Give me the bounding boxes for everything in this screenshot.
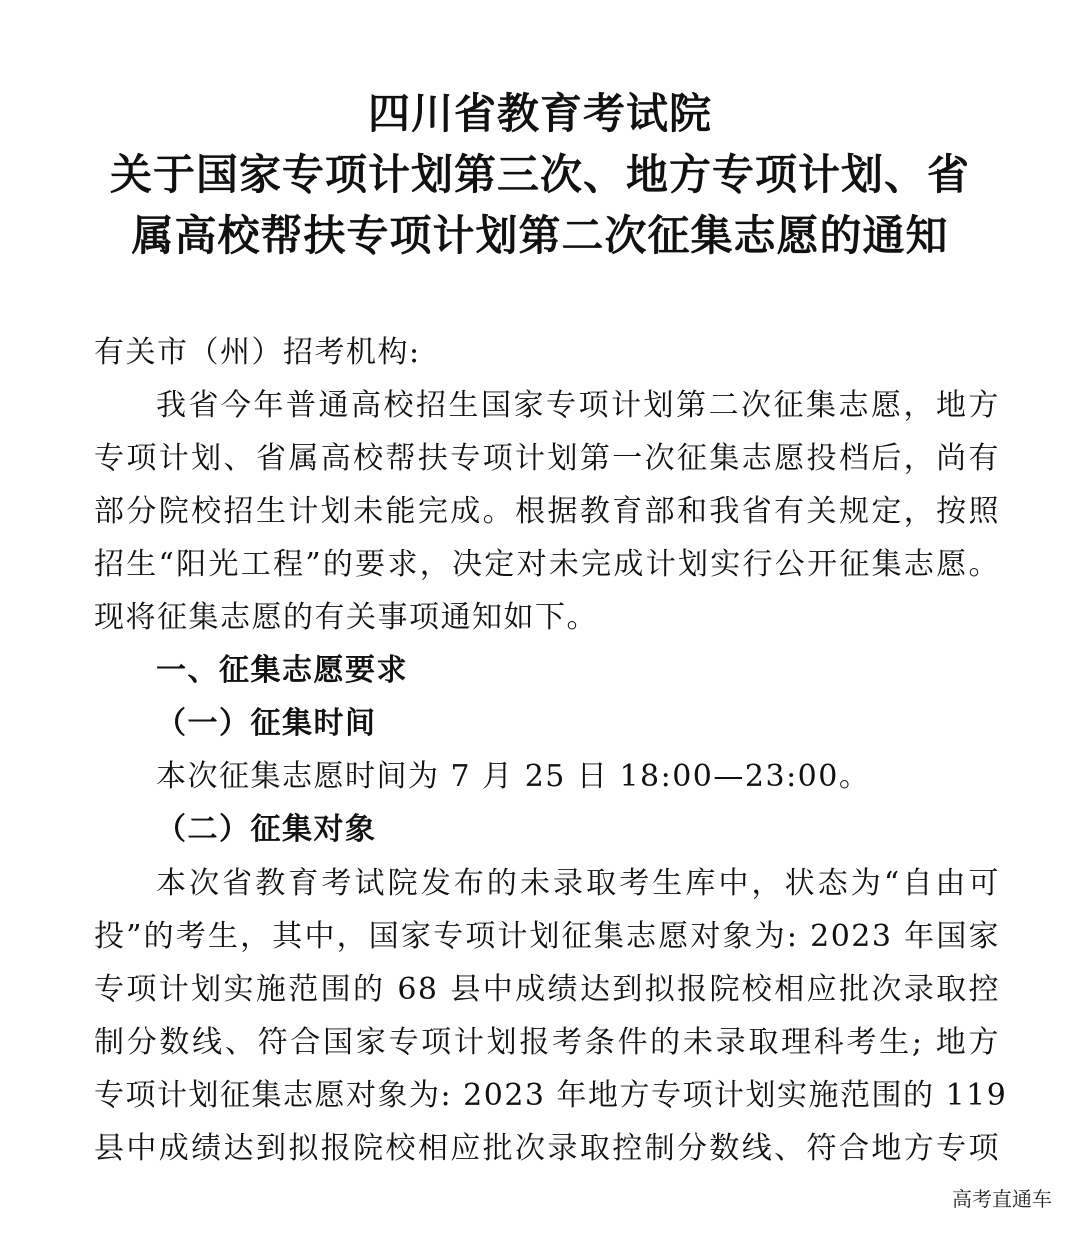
intro-line-1: 我省今年普通高校招生国家专项计划第二次征集志愿，地方	[156, 388, 1000, 423]
intro-line-5: 现将征集志愿的有关事项通知如下。	[94, 600, 598, 635]
subsection-1-heading: （一）征集时间	[156, 706, 377, 741]
title-line-3: 属高校帮扶专项计划第二次征集志愿的通知	[131, 211, 949, 260]
subsection-2-line-3: 专项计划实施范围的 68 县中成绩达到拟报院校相应批次录取控	[94, 972, 1000, 1007]
salutation: 有关市（州）招考机构:	[94, 335, 421, 370]
section-1-heading: 一、征集志愿要求	[156, 653, 408, 688]
subsection-2-line-1: 本次省教育考试院发布的未录取考生库中，状态为“自由可	[156, 866, 1000, 901]
subsection-2-heading: （二）征集对象	[156, 812, 377, 847]
subsection-1-text: 本次征集志愿时间为 7 月 25 日 18:00—23:00。	[156, 759, 871, 794]
title-line-1: 四川省教育考试院	[367, 89, 712, 138]
subsection-2-line-2: 投”的考生，其中，国家专项计划征集志愿对象为: 2023 年国家	[94, 919, 1000, 954]
intro-line-4: 招生“阳光工程”的要求，决定对未完成计划实行公开征集志愿。	[94, 547, 1000, 582]
intro-line-3: 部分院校招生计划未能完成。根据教育部和我省有关规定，按照	[94, 494, 1000, 529]
subsection-2-line-6: 县中成绩达到拟报院校相应批次录取控制分数线、符合地方专项	[94, 1131, 1000, 1166]
subsection-2-line-5: 专项计划征集志愿对象为: 2023 年地方专项计划实施范围的 119	[94, 1078, 1008, 1113]
watermark-label: 高考直通车	[952, 1187, 1052, 1211]
intro-line-2: 专项计划、省属高校帮扶专项计划第一次征集志愿投档后，尚有	[94, 441, 1000, 476]
subsection-2-line-4: 制分数线、符合国家专项计划报考条件的未录取理科考生; 地方	[94, 1025, 1000, 1060]
title-line-2: 关于国家专项计划第三次、地方专项计划、省	[109, 150, 970, 199]
